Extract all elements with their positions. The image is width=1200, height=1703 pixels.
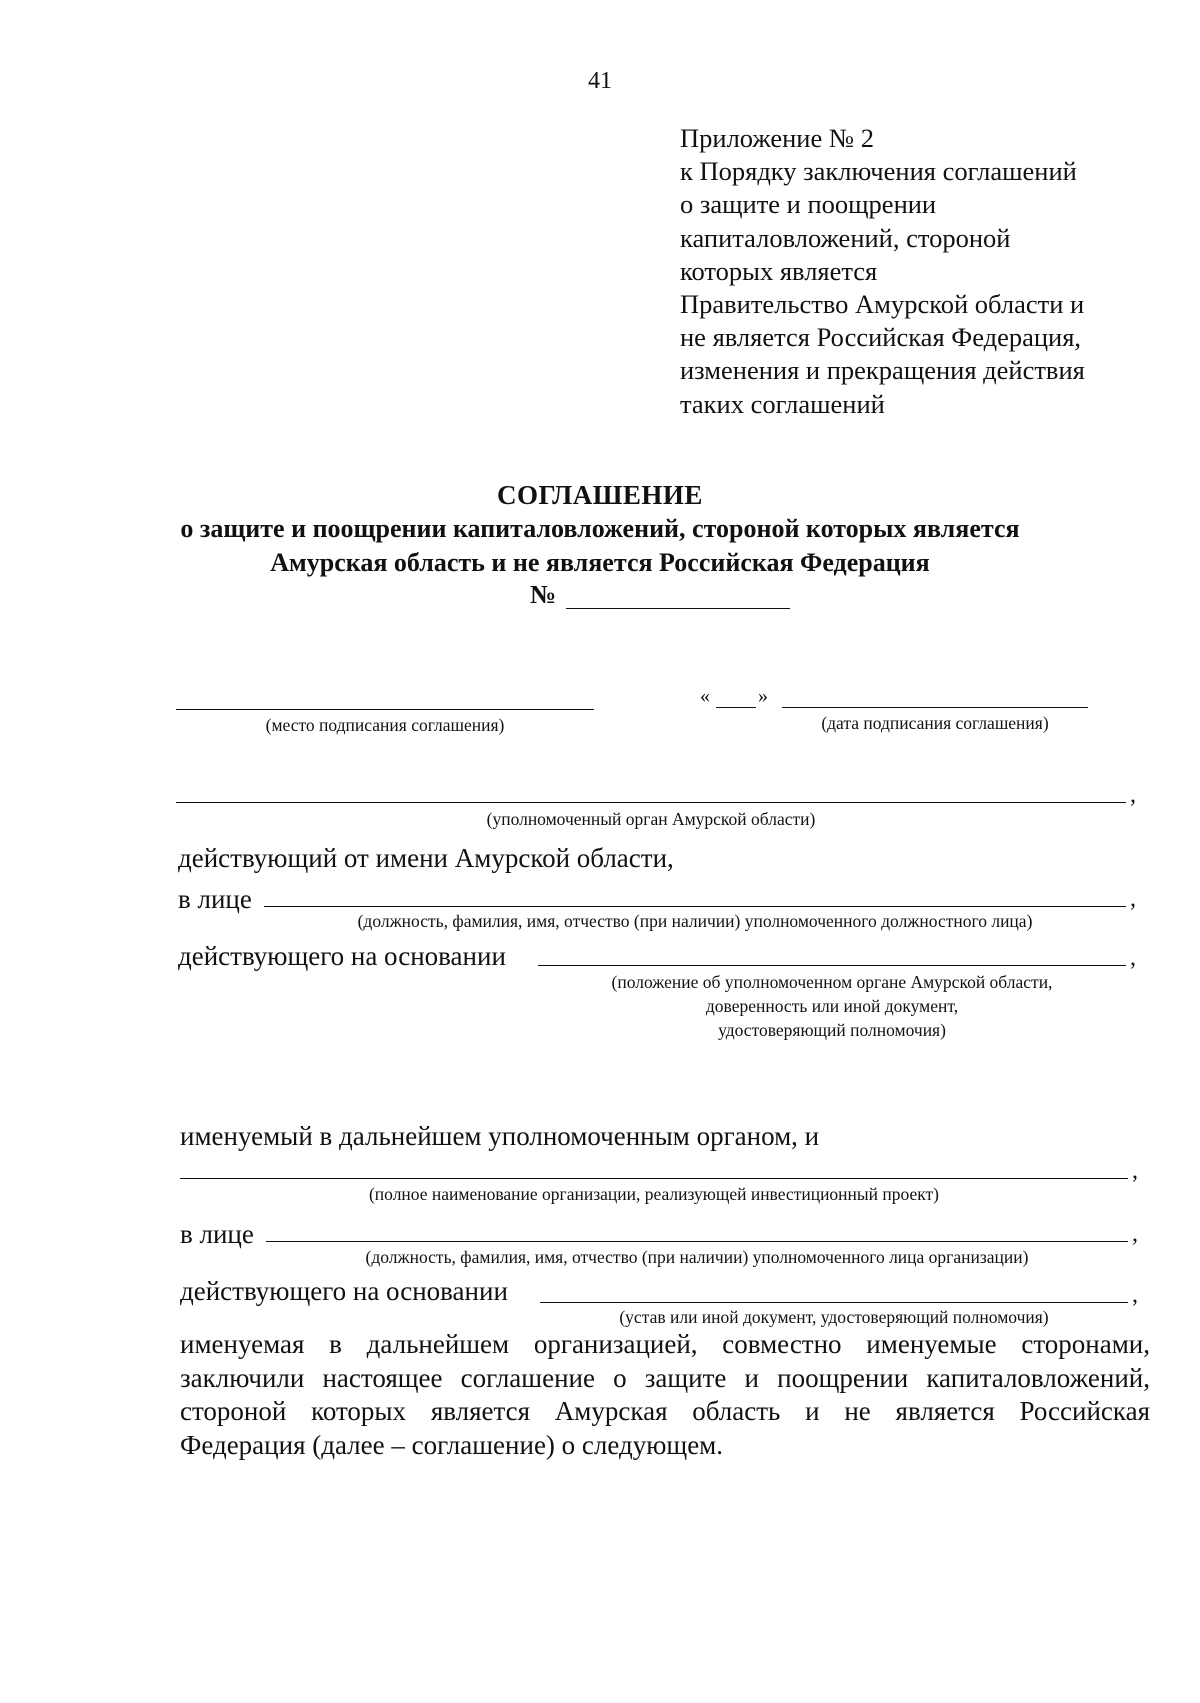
organization-basis-field[interactable] bbox=[540, 1302, 1128, 1303]
title-main: СОГЛАШЕНИЕ bbox=[497, 480, 703, 510]
paragraph-line: стороной которых является Амурская область и не является Российская bbox=[180, 1396, 1150, 1426]
caption-line: (положение об уполномоченном органе Амурской области, bbox=[611, 972, 1053, 992]
official-field[interactable] bbox=[264, 906, 1126, 907]
date-close-quote: » bbox=[758, 685, 768, 707]
signing-place-caption: (место подписания соглашения) bbox=[265, 715, 505, 735]
comma: , bbox=[1132, 1282, 1138, 1308]
appendix-line: Правительство Амурской области и bbox=[680, 289, 1085, 320]
signing-date-caption: (дата подписания соглашения) bbox=[821, 713, 1049, 733]
hereinafter-authorized-text: именуемый в дальнейшем уполномоченным органом, и bbox=[180, 1121, 820, 1151]
paragraph-line: заключили настоящее соглашение о защите и поощрении капиталовложений, bbox=[180, 1362, 1150, 1393]
comma: , bbox=[1130, 886, 1136, 912]
acting-basis-label: действующего на основании bbox=[178, 941, 506, 971]
appendix-line: о защите и поощрении bbox=[680, 189, 937, 220]
comma: , bbox=[1132, 1221, 1138, 1247]
comma: , bbox=[1130, 945, 1136, 971]
organization-name-field[interactable] bbox=[180, 1178, 1128, 1179]
official-caption: (должность, фамилия, имя, отчество (при наличии) уполномоченного должностного лица) bbox=[357, 911, 1033, 931]
represented-by-label: в лице bbox=[178, 884, 252, 914]
represented-by-label: в лице bbox=[180, 1219, 254, 1249]
organization-person-field[interactable] bbox=[266, 1241, 1128, 1242]
appendix-line: не является Российская Федерация, bbox=[680, 322, 1082, 353]
authority-basis-caption bbox=[538, 970, 1126, 1042]
comma: , bbox=[1130, 782, 1136, 808]
comma: , bbox=[1132, 1158, 1138, 1184]
caption-line: удостоверяющий полномочия) bbox=[718, 1020, 946, 1040]
agreement-number-field[interactable] bbox=[566, 608, 790, 609]
signing-day-field[interactable] bbox=[716, 707, 756, 708]
authorized-body-field[interactable] bbox=[176, 802, 1126, 803]
organization-name-caption: (полное наименование организации, реализующей инвестиционный проект) bbox=[368, 1184, 940, 1204]
closing-paragraph bbox=[180, 1328, 1150, 1462]
title-subtitle-line: о защите и поощрении капиталовложений, стороной которых является bbox=[180, 514, 1020, 543]
paragraph-line: Федерация (далее – соглашение) о следующем. bbox=[180, 1429, 724, 1460]
paragraph-line: именуемая в дальнейшем организацией, совместно именуемые сторонами, bbox=[180, 1329, 1150, 1359]
page-number: 41 bbox=[588, 68, 612, 94]
document-title bbox=[0, 478, 1200, 580]
date-open-quote: « bbox=[700, 685, 710, 707]
caption-line: доверенность или иной документ, bbox=[705, 996, 959, 1016]
appendix-line: таких соглашений bbox=[680, 388, 885, 419]
authorized-body-caption: (уполномоченный орган Амурской области) bbox=[486, 809, 816, 829]
acting-basis-label: действующего на основании bbox=[180, 1276, 508, 1306]
appendix-line: которых является bbox=[680, 255, 878, 286]
appendix-line: капиталовложений, стороной bbox=[680, 222, 1011, 253]
signing-place-field[interactable] bbox=[176, 709, 594, 710]
acting-on-behalf-text: действующий от имени Амурской области, bbox=[178, 843, 674, 873]
appendix-line: Приложение № 2 bbox=[680, 123, 875, 153]
authority-basis-field[interactable] bbox=[538, 965, 1126, 966]
number-sign: № bbox=[530, 580, 557, 609]
organization-basis-caption: (устав или иной документ, удостоверяющий полномочия) bbox=[619, 1307, 1049, 1327]
appendix-line: к Порядку заключения соглашений bbox=[680, 156, 1077, 187]
organization-person-caption: (должность, фамилия, имя, отчество (при наличии) уполномоченного лица организации) bbox=[365, 1247, 1029, 1267]
appendix-header bbox=[680, 122, 1085, 421]
appendix-line: изменения и прекращения действия bbox=[680, 355, 1085, 386]
title-subtitle-line: Амурская область и не является Российская Федерация bbox=[270, 548, 930, 577]
signing-month-year-field[interactable] bbox=[782, 707, 1088, 708]
